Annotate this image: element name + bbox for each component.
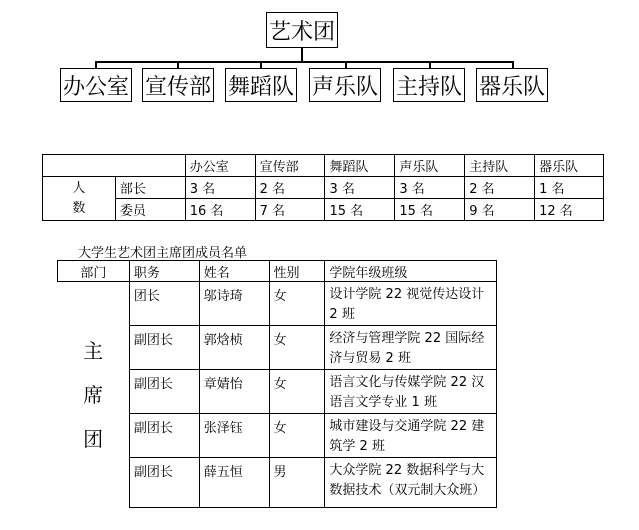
class-line: 2 班 — [329, 307, 355, 322]
summary-cell: 2 名 — [465, 177, 535, 199]
summary-cell: 1 名 — [535, 177, 604, 199]
class-line: 设计学院 22 视觉传达设计 — [329, 287, 485, 302]
table-row — [58, 282, 497, 326]
roster-header-row — [58, 261, 497, 282]
org-connector-horizontal — [95, 61, 513, 63]
class-line: 筑学 2 班 — [329, 439, 385, 454]
summary-header-cell: 宣传部 — [255, 155, 325, 177]
section-char: 团 — [83, 426, 104, 451]
summary-cell: 3 名 — [395, 177, 465, 199]
roster-header-cell: 学院年级班级 — [325, 261, 497, 282]
summary-header-cell: 办公室 — [185, 155, 255, 177]
summary-cell: 2 名 — [255, 177, 325, 199]
summary-header-cell: 声乐队 — [395, 155, 465, 177]
class-line: 济与贸易 2 班 — [329, 351, 411, 366]
group-label-char: 人 — [72, 180, 86, 196]
class-line: 大众学院 22 数据科学与大 — [329, 463, 485, 478]
org-node-label: 声乐队 — [311, 74, 378, 100]
summary-row-label: 委员 — [115, 199, 185, 221]
name-cell: 薛五恒 — [199, 458, 269, 508]
summary-corner-cell — [43, 155, 186, 177]
gender-cell: 男 — [269, 458, 325, 508]
org-node-label: 主持队 — [395, 74, 462, 100]
role-cell: 副团长 — [129, 458, 199, 508]
roster-caption: 大学生艺术团主席团成员名单 — [78, 246, 248, 261]
org-connector-drop — [177, 61, 179, 68]
role-cell: 副团长 — [129, 326, 199, 370]
class-cell — [325, 282, 497, 326]
summary-cell: 3 名 — [185, 177, 255, 199]
role-cell: 副团长 — [129, 414, 199, 458]
org-node-host — [393, 68, 465, 102]
org-node-label: 器乐队 — [478, 74, 545, 100]
summary-cell: 7 名 — [255, 199, 325, 221]
class-line: 数据技术（双元制大众班） — [329, 483, 486, 498]
gender-cell: 女 — [269, 326, 325, 370]
gender-cell: 女 — [269, 370, 325, 414]
org-node-instrumental — [476, 68, 548, 102]
org-node-publicity — [142, 68, 214, 102]
org-node-label: 办公室 — [62, 74, 129, 100]
summary-cell: 12 名 — [535, 199, 604, 221]
class-cell — [325, 326, 497, 370]
org-connector-vertical — [301, 48, 303, 62]
roster-header-cell: 姓名 — [199, 261, 269, 282]
gender-cell: 女 — [269, 414, 325, 458]
roster-section-cell — [58, 282, 130, 508]
name-cell: 邬诗琦 — [199, 282, 269, 326]
roster-header-cell: 性别 — [269, 261, 325, 282]
summary-table — [42, 154, 604, 221]
section-char: 主 — [83, 338, 104, 363]
summary-header-cell: 器乐队 — [535, 155, 604, 177]
class-line: 语言文化与传媒学院 22 汉 — [329, 375, 485, 390]
summary-cell: 3 名 — [325, 177, 395, 199]
summary-cell: 9 名 — [465, 199, 535, 221]
summary-header-row — [43, 155, 604, 177]
class-line: 城市建设与交通学院 22 建 — [329, 419, 485, 434]
summary-row-label: 部长 — [115, 177, 185, 199]
org-node-vocal — [309, 68, 381, 102]
name-cell: 章婧怡 — [199, 370, 269, 414]
summary-cell: 15 名 — [395, 199, 465, 221]
org-connector-drop — [95, 61, 97, 68]
class-line: 语言文学专业 1 班 — [329, 395, 437, 410]
role-cell: 副团长 — [129, 370, 199, 414]
class-cell — [325, 458, 497, 508]
summary-header-cell: 舞蹈队 — [325, 155, 395, 177]
gender-cell: 女 — [269, 282, 325, 326]
summary-row-member — [43, 199, 604, 221]
org-node-dance — [225, 68, 297, 102]
org-root-label: 艺术团 — [268, 19, 335, 45]
summary-row-minister — [43, 177, 604, 199]
org-node-label: 舞蹈队 — [227, 74, 294, 100]
org-connector-drop — [512, 61, 514, 68]
roster-header-cell: 部门 — [58, 261, 130, 282]
org-connector-drop — [260, 61, 262, 68]
section-char: 席 — [83, 382, 104, 407]
org-node-label: 宣传部 — [144, 74, 211, 100]
class-cell — [325, 414, 497, 458]
org-root — [266, 12, 338, 48]
summary-header-cell: 主持队 — [465, 155, 535, 177]
roster-header-cell: 职务 — [129, 261, 199, 282]
summary-cell: 15 名 — [325, 199, 395, 221]
class-line: 经济与管理学院 22 国际经 — [329, 331, 485, 346]
roster-table — [57, 260, 497, 508]
name-cell: 郭焓桢 — [199, 326, 269, 370]
summary-group-label — [43, 177, 116, 221]
group-label-char: 数 — [72, 200, 86, 216]
org-connector-drop — [429, 61, 431, 68]
name-cell: 张泽钰 — [199, 414, 269, 458]
org-connector-drop — [345, 61, 347, 68]
class-cell — [325, 370, 497, 414]
role-cell: 团长 — [129, 282, 199, 326]
org-node-office — [60, 68, 132, 102]
summary-cell: 16 名 — [185, 199, 255, 221]
